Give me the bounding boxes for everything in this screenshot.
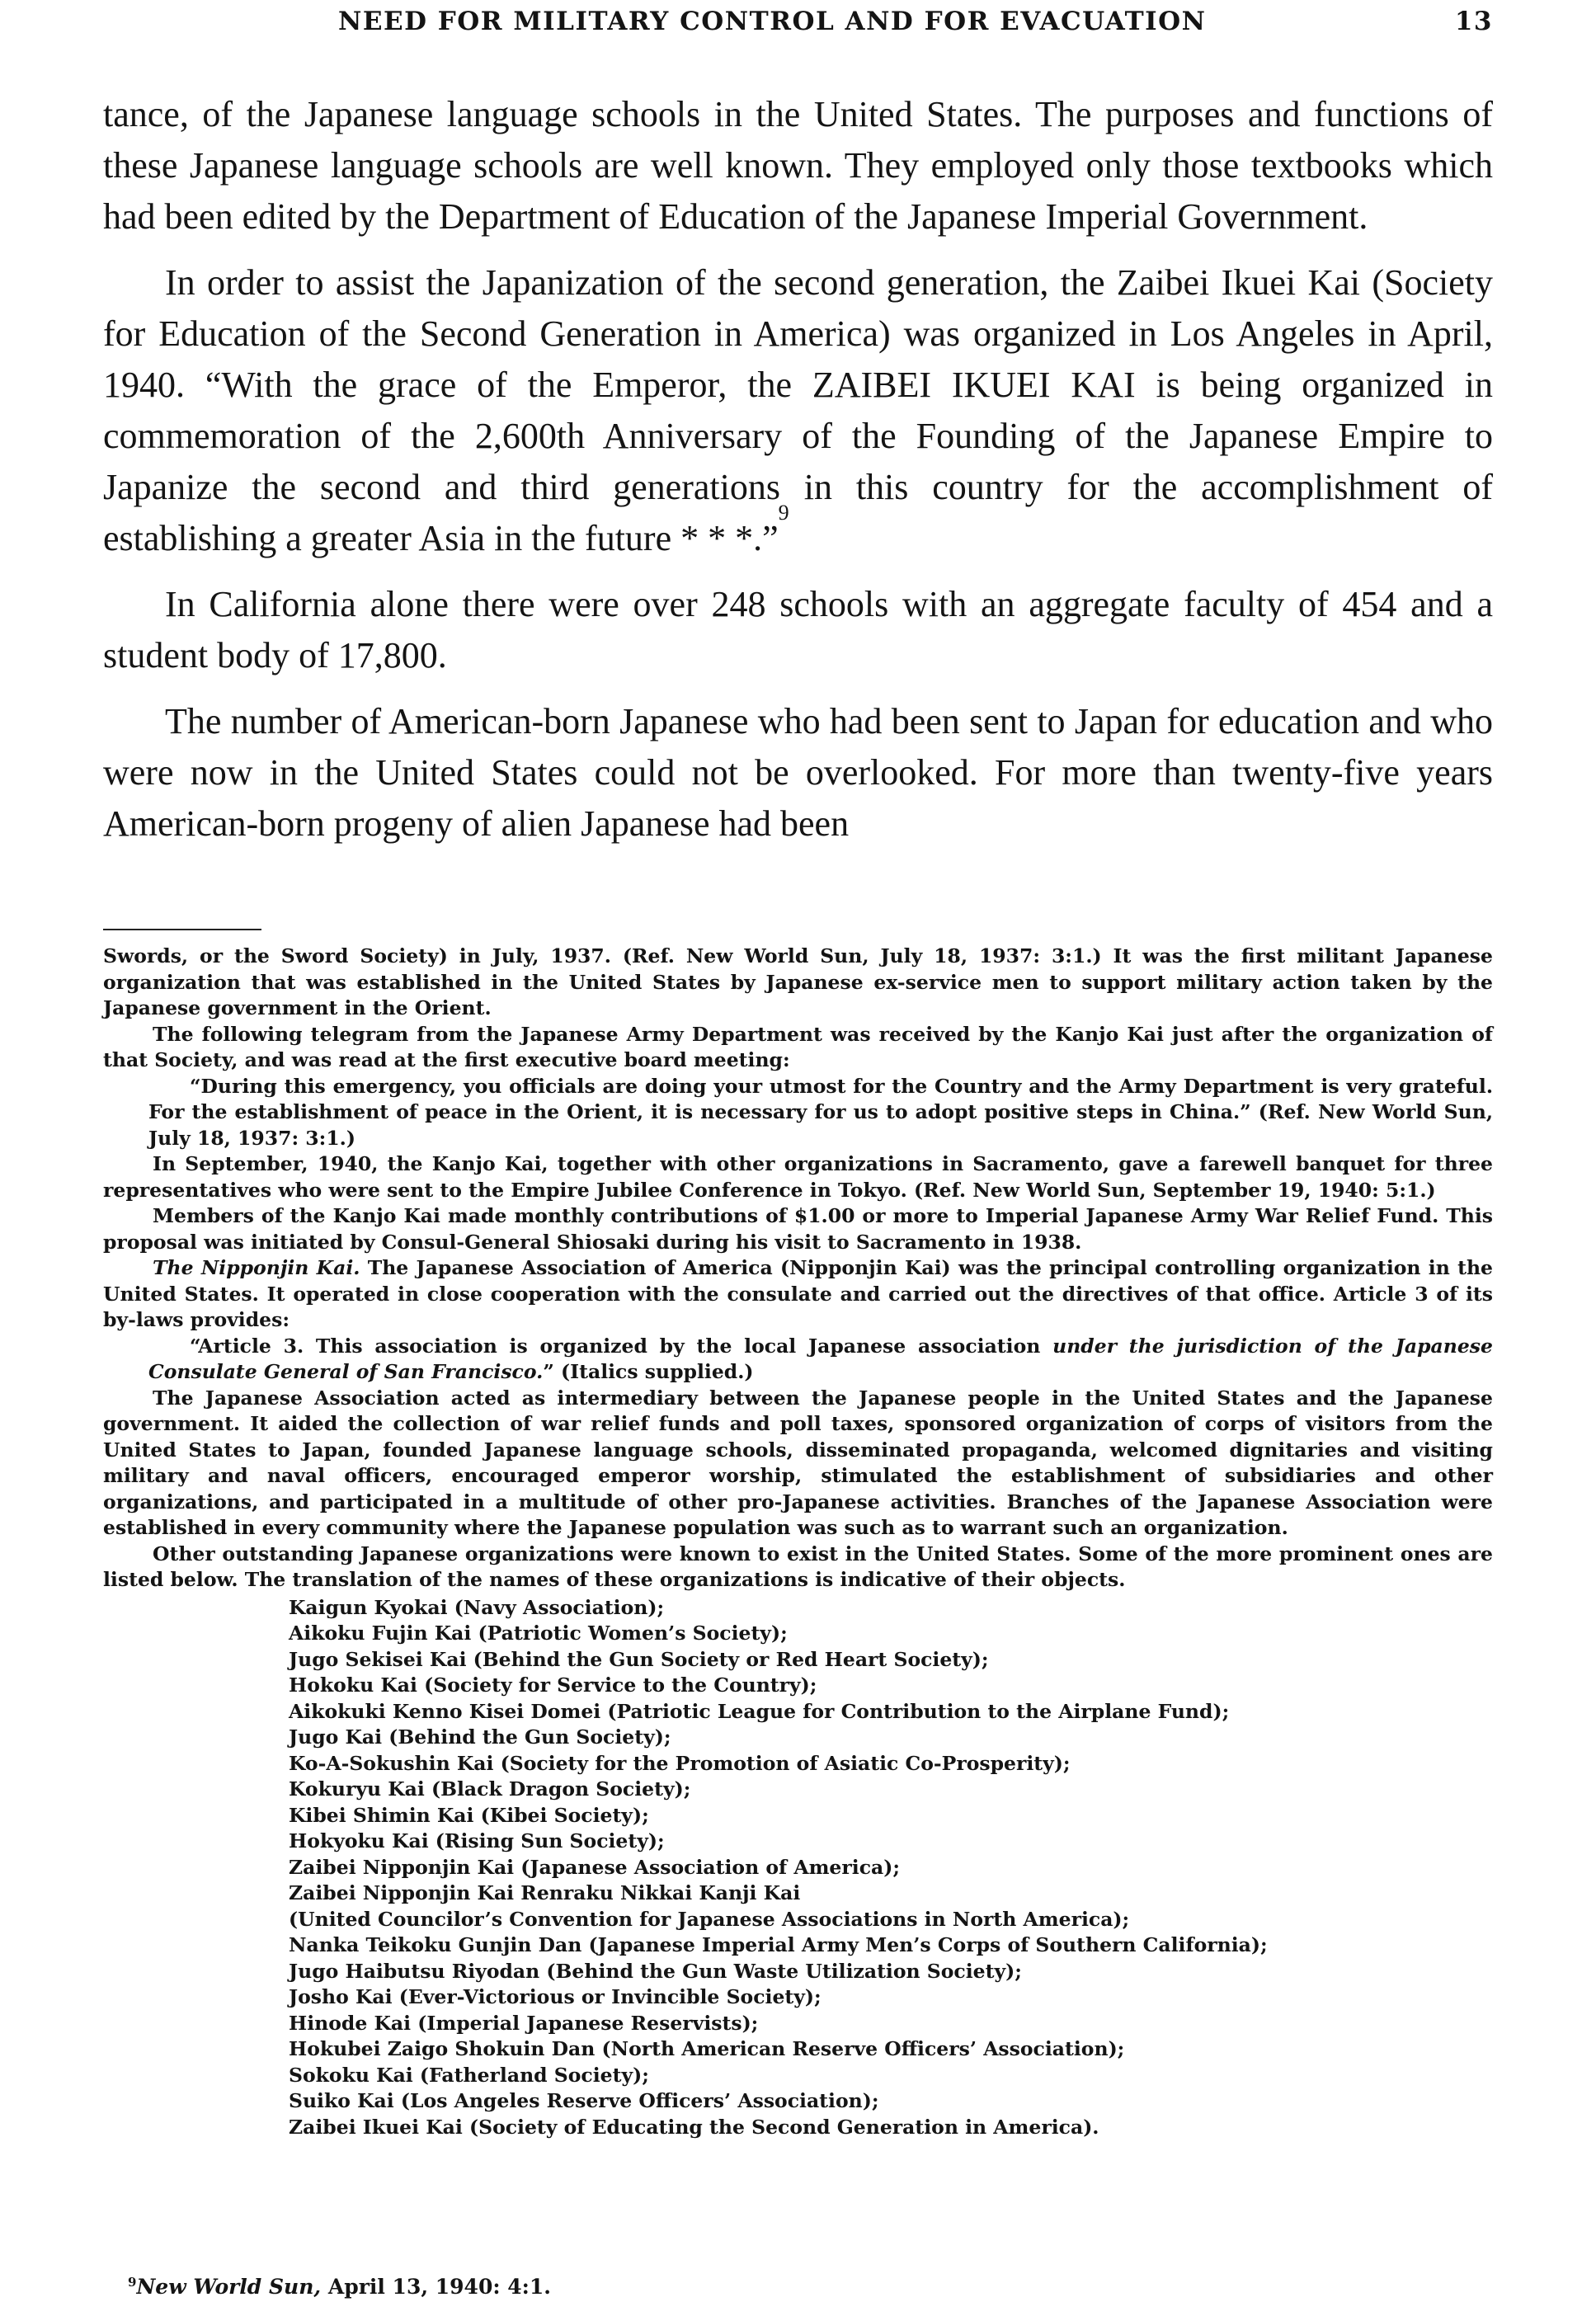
organization-item: Josho Kai (Ever-Victorious or Invincible Society); [289,1985,822,2008]
organization-item: Zaibei Ikuei Kai (Society of Educating the Second Generation in America). [289,2115,1099,2139]
organization-item: Zaibei Nipponjin Kai (Japanese Association of America); [289,1855,901,1879]
body-paragraph [103,257,1493,564]
organization-item: Jugo Haibutsu Riyodan (Behind the Gun Waste Utilization Society); [289,1959,1022,1983]
organization-item: (United Councilor’s Convention for Japanese Associations in North America); [289,1907,1130,1931]
body-paragraph: The number of American-born Japanese who had been sent to Japan for education and who were now in the United States could not be overlooked. For more than twenty-five years American-born progeny of alien Japanese had been [103,701,1493,844]
organization-item: Hokoku Kai (Society for Service to the Country); [289,1673,817,1697]
note-text: “Article 3. This association is organized by the local Japanese association [190,1334,1053,1358]
organization-item: Kibei Shimin Kai (Kibei Society); [289,1803,649,1827]
organization-item: Jugo Kai (Behind the Gun Society); [289,1725,671,1749]
note-text: The Japanese Association of America (Nipponjin Kai) was the principal controlling organization in the United States. It operated in close cooperation with the consulate and carried out the directives of that office. Article 3 of its by-laws provides: [103,1256,1494,1331]
organization-item: Ko-A-Sokushin Kai (Society for the Promotion of Asiatic Co-Prosperity); [289,1751,1071,1775]
organization-item: Sokoku Kai (Fatherland Society); [289,2063,649,2087]
running-head [103,7,1493,36]
note-paragraph: The Japanese Association acted as intermediary between the Japanese people in the United States and the Japanese government. It aided the collection of war relief funds and poll taxes, sponsored organization of corps of visitors from the United States to Japan, founded Japanese language schools, disseminated propaganda, welcomed dignitaries and visiting military and naval officers, encouraged emperor worship, stimulated the establishment of subsidiaries and other organizations, and participated in a multitude of other pro-Japanese activities. Branches of the Japanese Association were established in every community where the Japanese population was such as to warrant such an organization. [103,1386,1493,1539]
organization-item: Hokyoku Kai (Rising Sun Society); [289,1829,665,1852]
note-paragraph: In September, 1940, the Kanjo Kai, together with other organizations in Sacramento, gave a farewell banquet for three representatives who were sent to the Empire Jubilee Conference in Tokyo. (Ref. New World Sun, September 19, 1940: 5:1.) [103,1152,1493,1202]
continued-notes [103,944,1493,2140]
notes-divider [103,929,261,930]
note-paragraph: Members of the Kanjo Kai made monthly contributions of $1.00 or more to Imperial Japanese Army War Relief Fund. This proposal was initiated by Consul-General Shiosaki during his visit to Sacramento in 1938. [103,1204,1493,1254]
note-quote [148,1334,1493,1386]
note-quote: “During this emergency, you officials are doing your utmost for the Country and the Army Department is very grateful. For the establishment of peace in the Orient, it is necessary for us to adopt positive steps in China.” (Ref. New World Sun, July 18, 1937: 3:1.) [148,1074,1493,1150]
note-paragraph: The following telegram from the Japanese Army Department was received by the Kanjo Kai just after the organization of that Society, and was read at the first executive board meeting: [103,1022,1493,1071]
organization-item: Aikoku Fujin Kai (Patriotic Women’s Society); [289,1622,788,1645]
main-text [103,89,1493,864]
organization-item: Suiko Kai (Los Angeles Reserve Officers’ Association); [289,2089,879,2112]
footnote-reference: 9 [778,501,789,525]
body-paragraph-text: In order to assist the Japanization of the second generation, the Zaibei Ikuei Kai (Society for Education of the Second Generation in America) was organized in Los Angeles in April, 1940. “With the grace of the Emperor, the ZAIBEI IKUEI KAI is being organized in commemoration of the 2,600th Anniversary of the Founding of the Japanese Empire to Japanize the second and third generations in this country for the accomplishment of establishing a greater Asia in the future * * *.” [103,262,1493,558]
note-heading: The Nipponjin Kai. [153,1256,360,1279]
note-paragraph: Other outstanding Japanese organizations were known to exist in the United States. Some of the more prominent ones are listed below. The translation of the names of these organizations is indicative of their objects. [103,1542,1493,1591]
organization-item: Kaigun Kyokai (Navy Association); [289,1595,665,1619]
organization-item: Jugo Sekisei Kai (Behind the Gun Society or Red Heart Society); [289,1647,989,1671]
body-paragraph: tance, of the Japanese language schools in the United States. The purposes and functions of these Japanese language schools are well known. They employed only those textbooks which had been edited by the Department of Education of the Japanese Imperial Government. [103,94,1493,237]
organization-item: Aikokuki Kenno Kisei Domei (Patriotic League for Contribution to the Airplane Fund); [289,1699,1230,1723]
organization-list [103,1595,1493,2141]
running-head-title: NEED FOR MILITARY CONTROL AND FOR EVACUATION [338,7,1207,36]
organization-item: Kokuryu Kai (Black Dragon Society); [289,1777,691,1801]
organization-item: Nanka Teikoku Gunjin Dan (Japanese Imperial Army Men’s Corps of Southern California); [289,1933,1268,1956]
footnote-number: 9 [128,2275,137,2290]
note-paragraph [103,1255,1493,1334]
body-paragraph: In California alone there were over 248 schools with an aggregate faculty of 454 and a student body of 17,800. [103,584,1493,676]
organization-item: Hokubei Zaigo Shokuin Dan (North American Reserve Officers’ Association); [289,2037,1125,2060]
organization-item: Zaibei Nipponjin Kai Renraku Nikkai Kanji Kai [289,1881,801,1904]
note-paragraph: Swords, or the Sword Society) in July, 1937. (Ref. New World Sun, July 18, 1937: 3:1.) It was the first militant Japanese organization that was established in the United States by Japanese ex-service men to support military action taken by the Japanese government in the Orient. [103,944,1493,1019]
footnote-source: New World Sun, [136,2275,322,2299]
note-italic-text: under the jurisdiction of the Japanese Consulate General of San Francisco. [148,1334,1493,1383]
note-text: ” (Italics supplied.) [543,1360,754,1383]
footnote [128,2275,551,2299]
footnote-text: April 13, 1940: 4:1. [321,2275,551,2299]
page-number: 13 [1454,7,1493,36]
organization-item: Hinode Kai (Imperial Japanese Reservists); [289,2011,759,2035]
